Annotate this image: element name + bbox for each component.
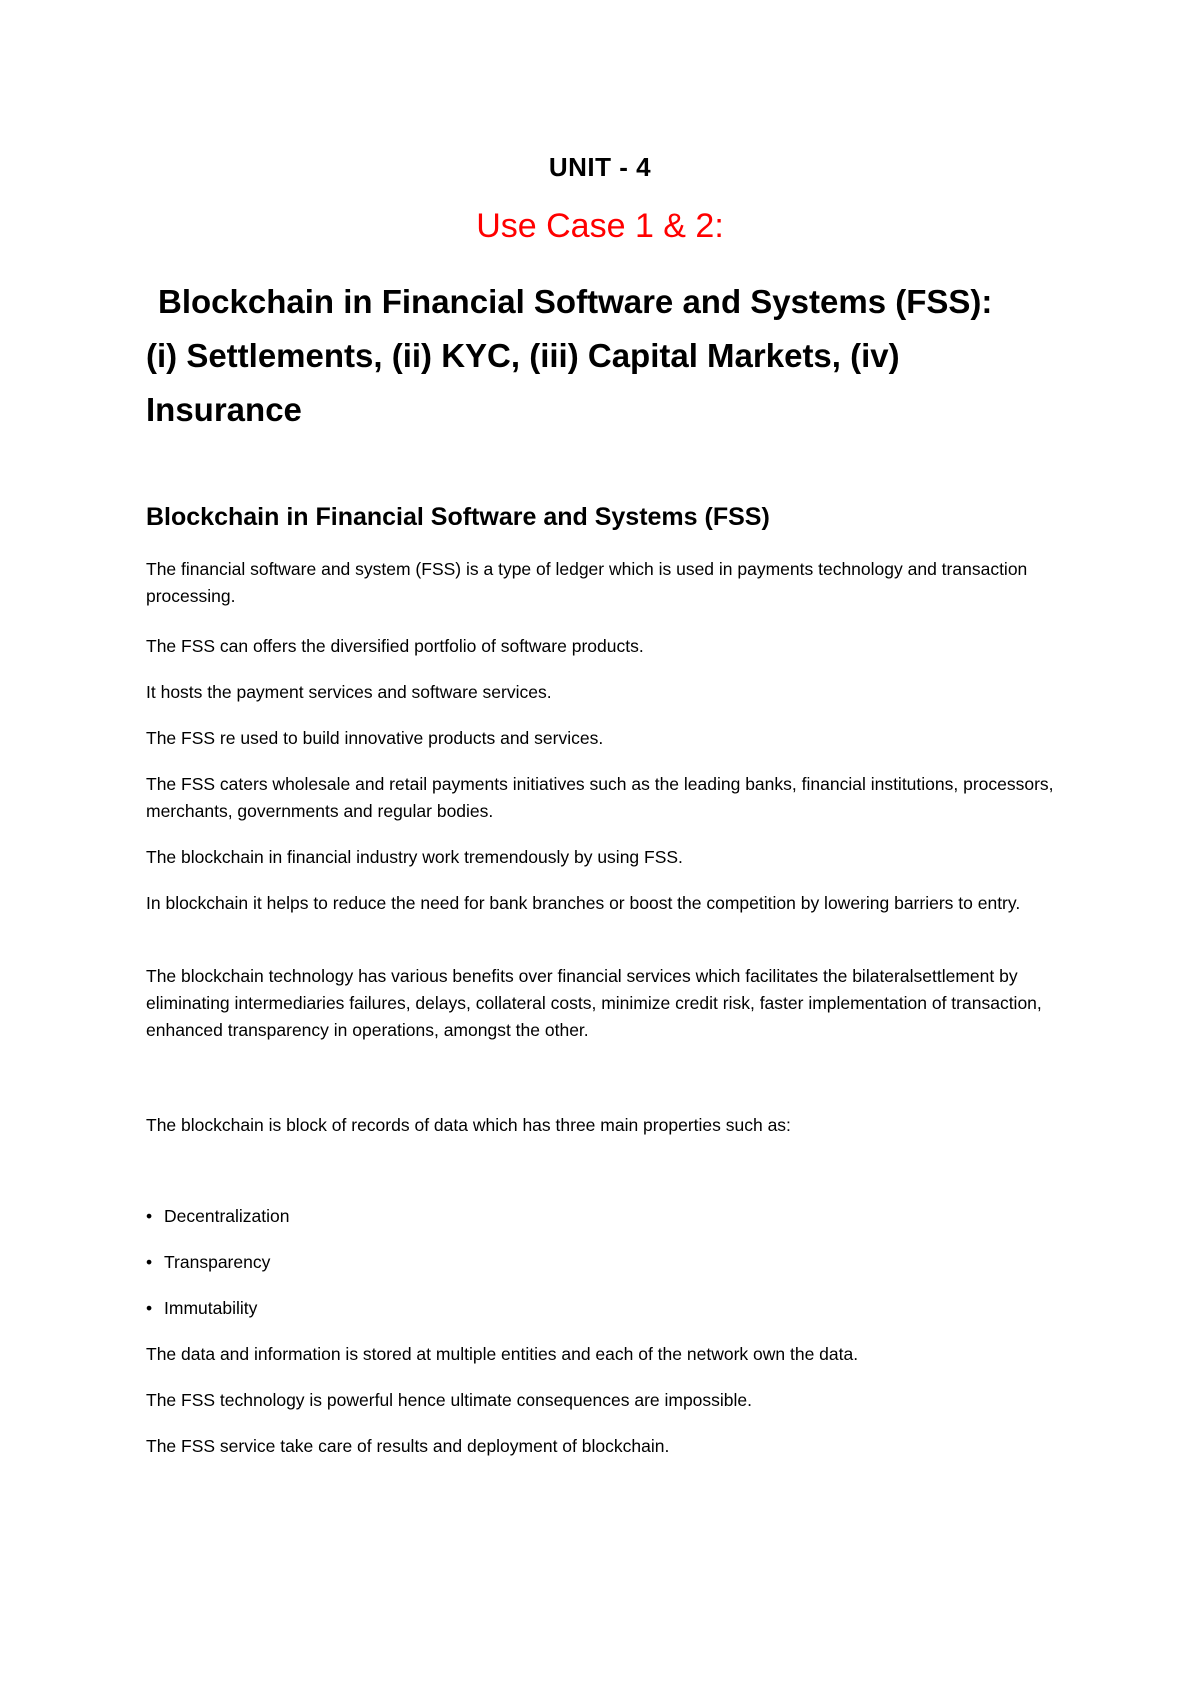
bullet-icon: •: [146, 1206, 153, 1226]
main-heading-line-3: Insurance: [146, 391, 302, 428]
bullet-item-immutability: [146, 1295, 257, 1322]
paragraph-4: The FSS re used to build innovative products and services.: [146, 728, 604, 748]
paragraph-9: The blockchain is block of records of data which has three main properties such as:: [146, 1115, 791, 1135]
closing-paragraph-2: The FSS technology is powerful hence ultimate consequences are impossible.: [146, 1390, 753, 1410]
paragraph-3: It hosts the payment services and software services.: [146, 682, 552, 702]
closing-paragraph-3: The FSS service take care of results and deployment of blockchain.: [146, 1436, 670, 1456]
bullet-icon: •: [146, 1298, 153, 1318]
unit-title: UNIT - 4: [548, 152, 652, 182]
bullet-item-decentralization: [146, 1203, 289, 1230]
main-heading: [146, 275, 1066, 437]
bullet-label: Transparency: [164, 1252, 271, 1272]
paragraph-6: The blockchain in financial industry work tremendously by using FSS.: [146, 847, 683, 867]
paragraph-1: The financial software and system (FSS) is a type of ledger which is used in payments technology and transaction processing.: [146, 559, 1028, 606]
bullet-label: Immutability: [164, 1298, 258, 1318]
bullet-icon: •: [146, 1252, 153, 1272]
paragraph-8: The blockchain technology has various benefits over financial services which facilitates the bilateralsettlement by eliminating intermediaries failures, delays, collateral costs, minimize credit risk, faster implementation of transaction, enhanced transparency in operations, amongst the other.: [146, 966, 1042, 1040]
closing-paragraph-1: The data and information is stored at multiple entities and each of the network own the data.: [146, 1344, 859, 1364]
bullet-label: Decentralization: [164, 1206, 290, 1226]
use-case-title: Use Case 1 & 2:: [476, 207, 724, 245]
main-heading-line-1: Blockchain in Financial Software and Systems (FSS):: [158, 283, 993, 320]
paragraph-2: The FSS can offers the diversified portfolio of software products.: [146, 636, 644, 656]
bullet-item-transparency: [146, 1249, 270, 1276]
section-heading: Blockchain in Financial Software and Systems (FSS): [146, 503, 770, 531]
main-heading-line-2: (i) Settlements, (ii) KYC, (iii) Capital Markets, (iv): [146, 337, 900, 374]
paragraph-5: The FSS caters wholesale and retail payments initiatives such as the leading banks, financial institutions, processors, merchants, governments and regular bodies.: [146, 774, 1054, 821]
paragraph-7: In blockchain it helps to reduce the need for bank branches or boost the competition by lowering barriers to entry.: [146, 893, 1021, 913]
